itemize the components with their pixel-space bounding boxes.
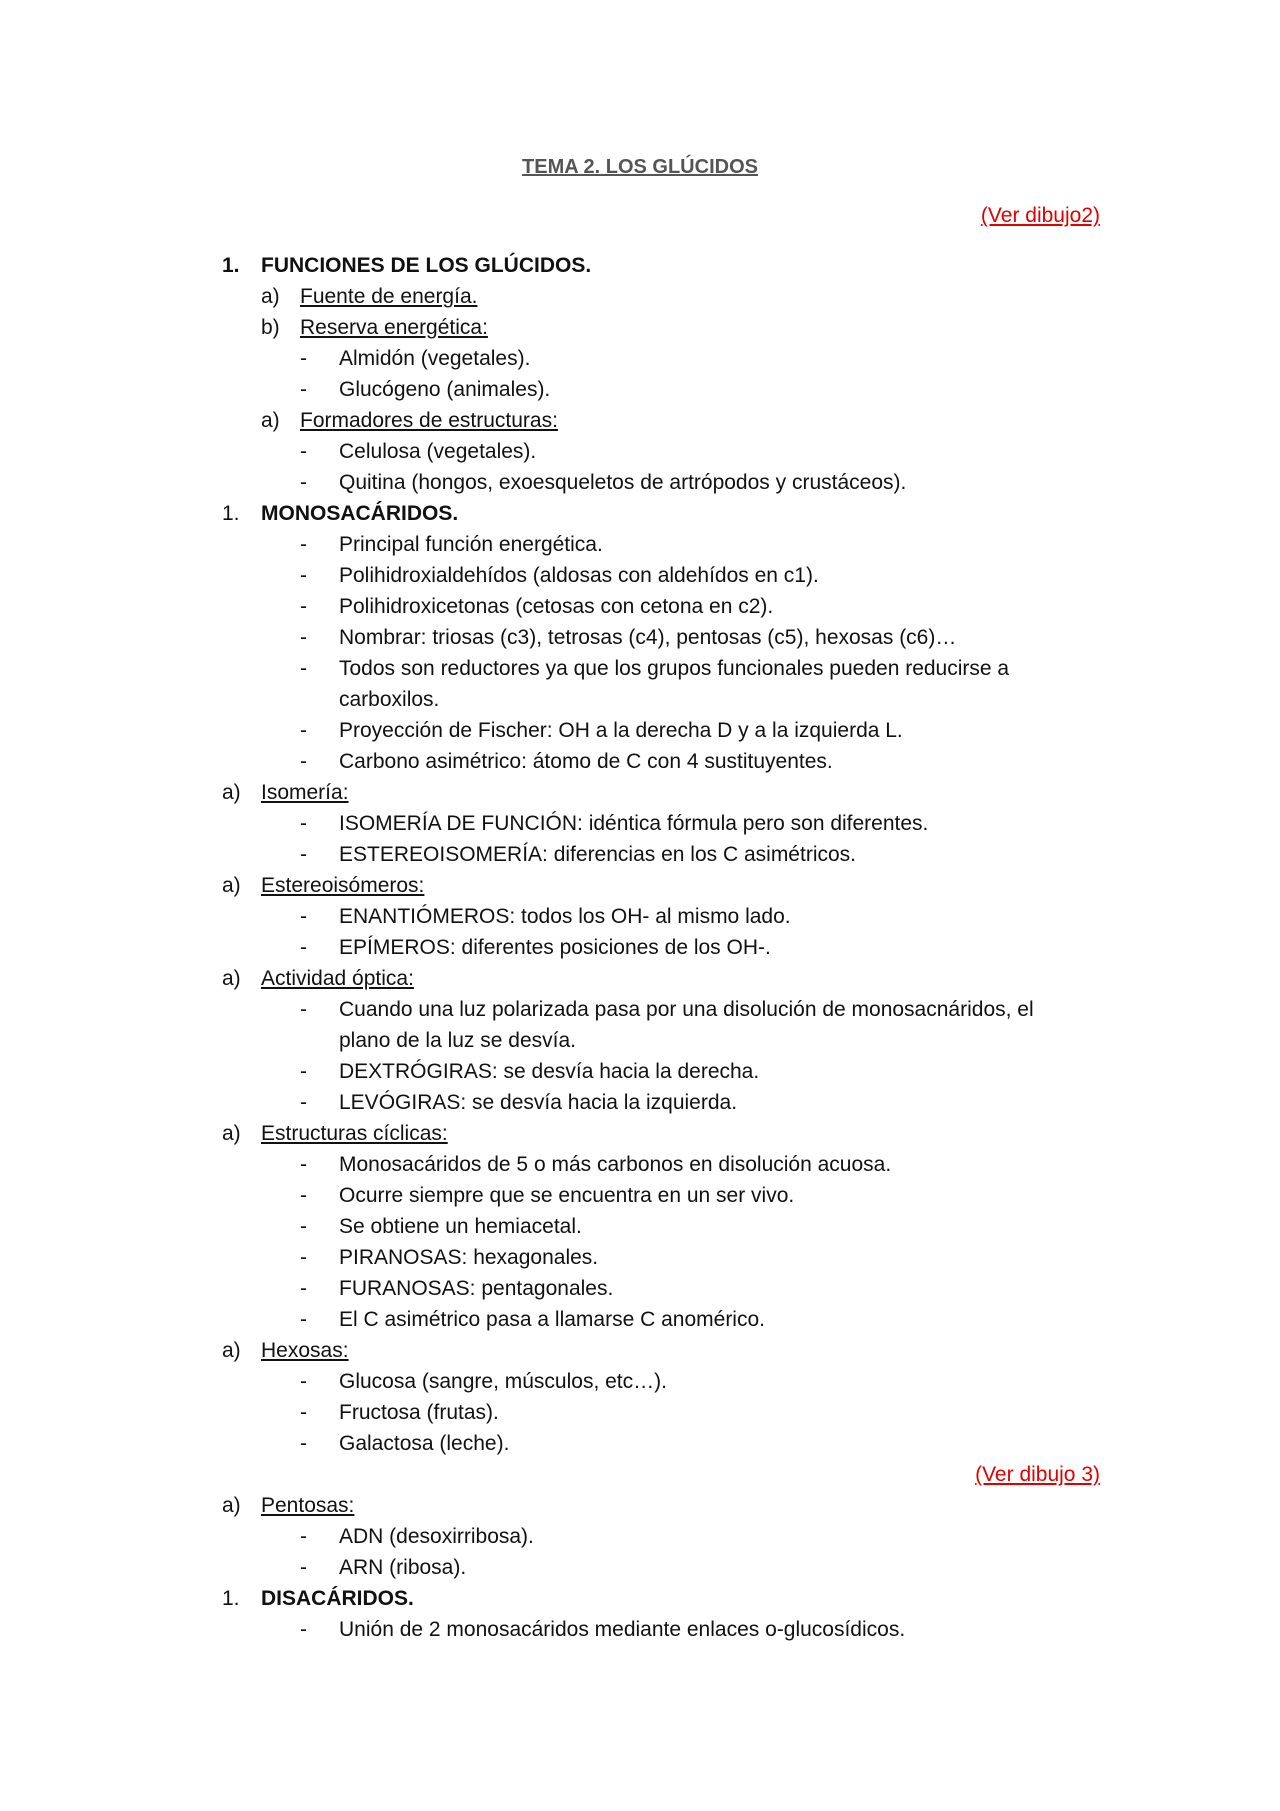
bullet-dash: - [300, 1184, 307, 1207]
bullet-dash: - [300, 843, 307, 866]
bullet-dash: - [300, 1060, 307, 1083]
list-letter: a) [222, 874, 241, 897]
see-drawing-2-link[interactable]: (Ver dibujo2) [980, 204, 1100, 227]
bullet-dash: - [300, 657, 307, 680]
item-text: Almidón (vegetales). [339, 347, 531, 370]
item-text-continuation: carboxilos. [339, 688, 440, 711]
bullet-dash: - [300, 1246, 307, 1269]
subsection-label: Estereoisómeros: [261, 874, 425, 897]
bullet-dash: - [300, 1525, 307, 1548]
list-letter: a) [222, 781, 241, 804]
item-text: El C asimétrico pasa a llamarse C anomérico. [339, 1308, 765, 1331]
list-number: 1. [222, 502, 240, 525]
list-letter: a) [222, 1122, 241, 1145]
list-letter: a) [261, 285, 280, 308]
bullet-dash: - [300, 719, 307, 742]
item-text: Se obtiene un hemiacetal. [339, 1215, 582, 1238]
item-text: Proyección de Fischer: OH a la derecha D y a la izquierda L. [339, 719, 903, 742]
item-text: Polihidroxicetonas (cetosas con cetona en c2). [339, 595, 774, 618]
list-number: 1. [222, 254, 240, 277]
item-text: Principal función energética. [339, 533, 603, 556]
bullet-dash: - [300, 1556, 307, 1579]
bullet-dash: - [300, 347, 307, 370]
item-text: Fructosa (frutas). [339, 1401, 499, 1424]
bullet-dash: - [300, 378, 307, 401]
bullet-dash: - [300, 1401, 307, 1424]
item-text: Polihidroxialdehídos (aldosas con aldehídos en c1). [339, 564, 819, 587]
subsection-label: Actividad óptica: [261, 967, 414, 990]
item-text: Glucosa (sangre, músculos, etc…). [339, 1370, 667, 1393]
bullet-dash: - [300, 1370, 307, 1393]
bullet-dash: - [300, 998, 307, 1021]
bullet-dash: - [300, 1091, 307, 1114]
item-text: Todos son reductores ya que los grupos funcionales pueden reducirse a [339, 657, 1010, 680]
subsection-label: Pentosas: [261, 1494, 355, 1517]
bullet-dash: - [300, 533, 307, 556]
item-text: Galactosa (leche). [339, 1432, 510, 1455]
subsection-label: Estructuras cíclicas: [261, 1122, 448, 1145]
item-text: Glucógeno (animales). [339, 378, 551, 401]
item-text-continuation: plano de la luz se desvía. [339, 1029, 576, 1052]
subsection-label: Reserva energética: [300, 316, 488, 339]
list-letter: a) [222, 1339, 241, 1362]
heading-text: FUNCIONES DE LOS GLÚCIDOS. [261, 254, 592, 277]
subsection-label: Formadores de estructuras: [300, 409, 558, 432]
item-text: FURANOSAS: pentagonales. [339, 1277, 614, 1300]
bullet-dash: - [300, 564, 307, 587]
heading-text: MONOSACÁRIDOS. [261, 502, 459, 525]
item-text: ADN (desoxirribosa). [339, 1525, 534, 1548]
list-letter: a) [222, 1494, 241, 1517]
subsection-label: Hexosas: [261, 1339, 349, 1362]
bullet-dash: - [300, 1618, 307, 1641]
item-text: LEVÓGIRAS: se desvía hacia la izquierda. [339, 1091, 738, 1114]
bullet-dash: - [300, 595, 307, 618]
item-text: ISOMERÍA DE FUNCIÓN: idéntica fórmula pero son diferentes. [339, 812, 929, 835]
item-text: Quitina (hongos, exoesqueletos de artrópodos y crustáceos). [339, 471, 907, 494]
item-text: ESTEREOISOMERÍA: diferencias en los C asimétricos. [339, 843, 856, 866]
item-text: Cuando una luz polarizada pasa por una disolución de monosacnáridos, el [339, 998, 1034, 1021]
bullet-dash: - [300, 812, 307, 835]
item-text: Celulosa (vegetales). [339, 440, 537, 463]
bullet-dash: - [300, 1215, 307, 1238]
see-drawing-3-link[interactable]: (Ver dibujo 3) [975, 1463, 1100, 1486]
subsection-label: Fuente de energía. [300, 285, 478, 308]
item-text: EPÍMEROS: diferentes posiciones de los OH-. [339, 936, 771, 959]
list-letter: a) [261, 409, 280, 432]
item-text: Monosacáridos de 5 o más carbonos en disolución acuosa. [339, 1153, 892, 1176]
bullet-dash: - [300, 1153, 307, 1176]
subsection-label: Isomería: [261, 781, 349, 804]
page-title: TEMA 2. LOS GLÚCIDOS [522, 156, 758, 178]
bullet-dash: - [300, 905, 307, 928]
bullet-dash: - [300, 1308, 307, 1331]
item-text: Nombrar: triosas (c3), tetrosas (c4), pentosas (c5), hexosas (c6)… [339, 626, 957, 649]
bullet-dash: - [300, 750, 307, 773]
list-letter: a) [222, 967, 241, 990]
bullet-dash: - [300, 1277, 307, 1300]
bullet-dash: - [300, 936, 307, 959]
bullet-dash: - [300, 471, 307, 494]
item-text: PIRANOSAS: hexagonales. [339, 1246, 599, 1269]
bullet-dash: - [300, 626, 307, 649]
list-letter: b) [261, 316, 280, 339]
item-text: DEXTRÓGIRAS: se desvía hacia la derecha. [339, 1060, 760, 1083]
item-text: Unión de 2 monosacáridos mediante enlaces o-glucosídicos. [339, 1618, 906, 1641]
bullet-dash: - [300, 1432, 307, 1455]
item-text: Ocurre siempre que se encuentra en un ser vivo. [339, 1184, 795, 1207]
bullet-dash: - [300, 440, 307, 463]
heading-text: DISACÁRIDOS. [261, 1587, 414, 1610]
item-text: Carbono asimétrico: átomo de C con 4 sustituyentes. [339, 750, 833, 773]
item-text: ARN (ribosa). [339, 1556, 467, 1579]
list-number: 1. [222, 1587, 240, 1610]
item-text: ENANTIÓMEROS: todos los OH- al mismo lado. [339, 905, 791, 928]
